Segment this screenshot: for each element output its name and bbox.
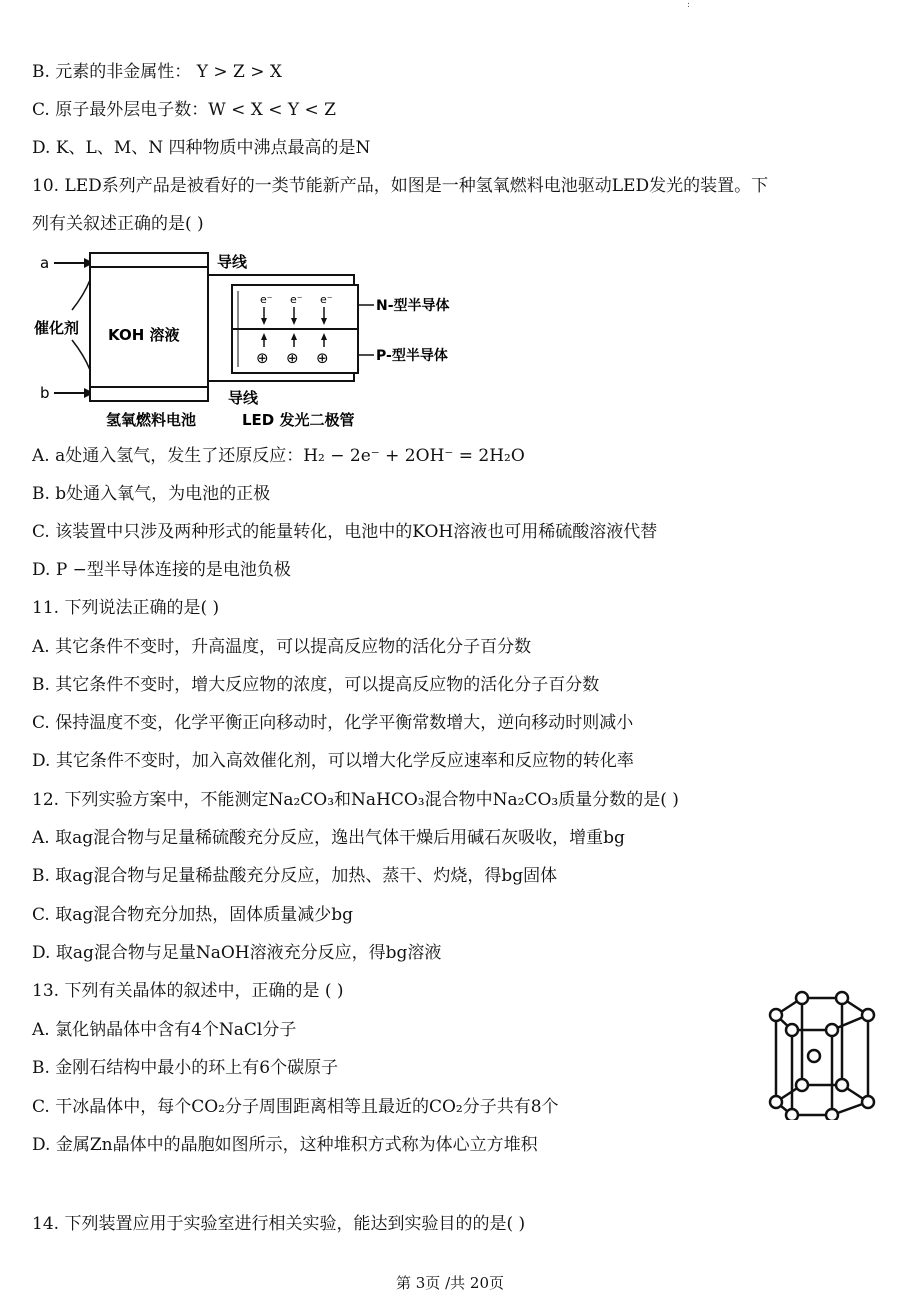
q10-stem-line-2: 列有关叙述正确的是( )	[32, 214, 204, 234]
page-footer: 第 3页 /共 20页	[396, 1274, 504, 1292]
label-wire-bottom: 导线	[228, 389, 259, 407]
q12-stem: 12. 下列实验方案中，不能测定Na₂CO₃和NaHCO₃混合物中Na₂CO₃质量分数的是( )	[32, 790, 679, 810]
q11-option-a: A. 其它条件不变时，升高温度，可以提高反应物的活化分子百分数	[32, 637, 532, 657]
q11-option-c: C. 保持温度不变，化学平衡正向移动时，化学平衡常数增大，逆向移动时则减小	[32, 713, 634, 733]
q14-stem: 14. 下列装置应用于实验室进行相关实验，能达到实验目的的是( )	[32, 1214, 526, 1234]
q12-option-b: B. 取ag混合物与足量稀盐酸充分反应，加热、蒸干、灼烧，得bg固体	[32, 866, 558, 886]
label-koh: KOH 溶液	[108, 326, 180, 344]
electron-label: e⁻	[320, 293, 333, 306]
q13-option-a: A. 氯化钠晶体中含有4个NaCl分子	[32, 1020, 297, 1040]
hole-label: ⊕	[256, 349, 269, 367]
label-wire-top: 导线	[217, 253, 248, 271]
q9-option-d: D. K、L、M、N 四种物质中沸点最高的是N	[32, 138, 371, 158]
q10-option-d: D. P −型半导体连接的是电池负极	[32, 560, 291, 580]
q10-option-b: B. b处通入氧气，为电池的正极	[32, 484, 271, 504]
q9-option-b: B. 元素的非金属性： Y > Z > X	[32, 62, 282, 82]
q13-option-b: B. 金刚石结构中最小的环上有6个碳原子	[32, 1058, 339, 1078]
q13-option-d: D. 金属Zn晶体中的晶胞如图所示，这种堆积方式称为体心立方堆积	[32, 1135, 538, 1155]
hole-label: ⊕	[286, 349, 299, 367]
label-a: a	[40, 254, 50, 272]
q9-option-c: C. 原子最外层电子数：W < X < Y < Z	[32, 100, 336, 120]
q10-option-c: C. 该装置中只涉及两种形式的能量转化，电池中的KOH溶液也可用稀硫酸溶液代替	[32, 522, 658, 542]
corner-mark: :	[686, 0, 690, 10]
fuel-cell-led-diagram	[32, 245, 482, 435]
q11-option-d: D. 其它条件不变时，加入高效催化剂，可以增大化学反应速率和反应物的转化率	[32, 751, 634, 771]
q10-stem-line-1: 10. LED系列产品是被看好的一类节能新产品，如图是一种氢氧燃料电池驱动LED发光的装置。下	[32, 176, 769, 196]
label-p-type: P-型半导体	[376, 348, 448, 364]
q13-option-c: C. 干冰晶体中，每个CO₂分子周围距离相等且最近的CO₂分子共有8个	[32, 1097, 559, 1117]
electron-label: e⁻	[260, 293, 273, 306]
caption-fuel-cell: 氢氧燃料电池	[106, 411, 197, 429]
q10-option-a: A. a处通入氢气，发生了还原反应：H₂ − 2e⁻ + 2OH⁻ = 2H₂O	[32, 446, 525, 466]
q12-option-c: C. 取ag混合物充分加热，固体质量减少bg	[32, 905, 353, 925]
q12-option-d: D. 取ag混合物与足量NaOH溶液充分反应，得bg溶液	[32, 943, 442, 963]
label-n-type: N-型半导体	[376, 298, 450, 314]
q11-stem: 11. 下列说法正确的是( )	[32, 598, 220, 618]
hole-label: ⊕	[316, 349, 329, 367]
q12-option-a: A. 取ag混合物与足量稀硫酸充分反应，逸出气体干燥后用碱石灰吸收，增重bg	[32, 828, 625, 848]
zn-unit-cell-diagram	[762, 990, 882, 1120]
q13-stem: 13. 下列有关晶体的叙述中，正确的是 ( )	[32, 981, 344, 1001]
label-catalyst: 催化剂	[34, 319, 80, 337]
label-b: b	[40, 384, 50, 402]
q11-option-b: B. 其它条件不变时，增大反应物的浓度，可以提高反应物的活化分子百分数	[32, 675, 600, 695]
electron-label: e⁻	[290, 293, 303, 306]
caption-led: LED 发光二极管	[242, 411, 355, 429]
